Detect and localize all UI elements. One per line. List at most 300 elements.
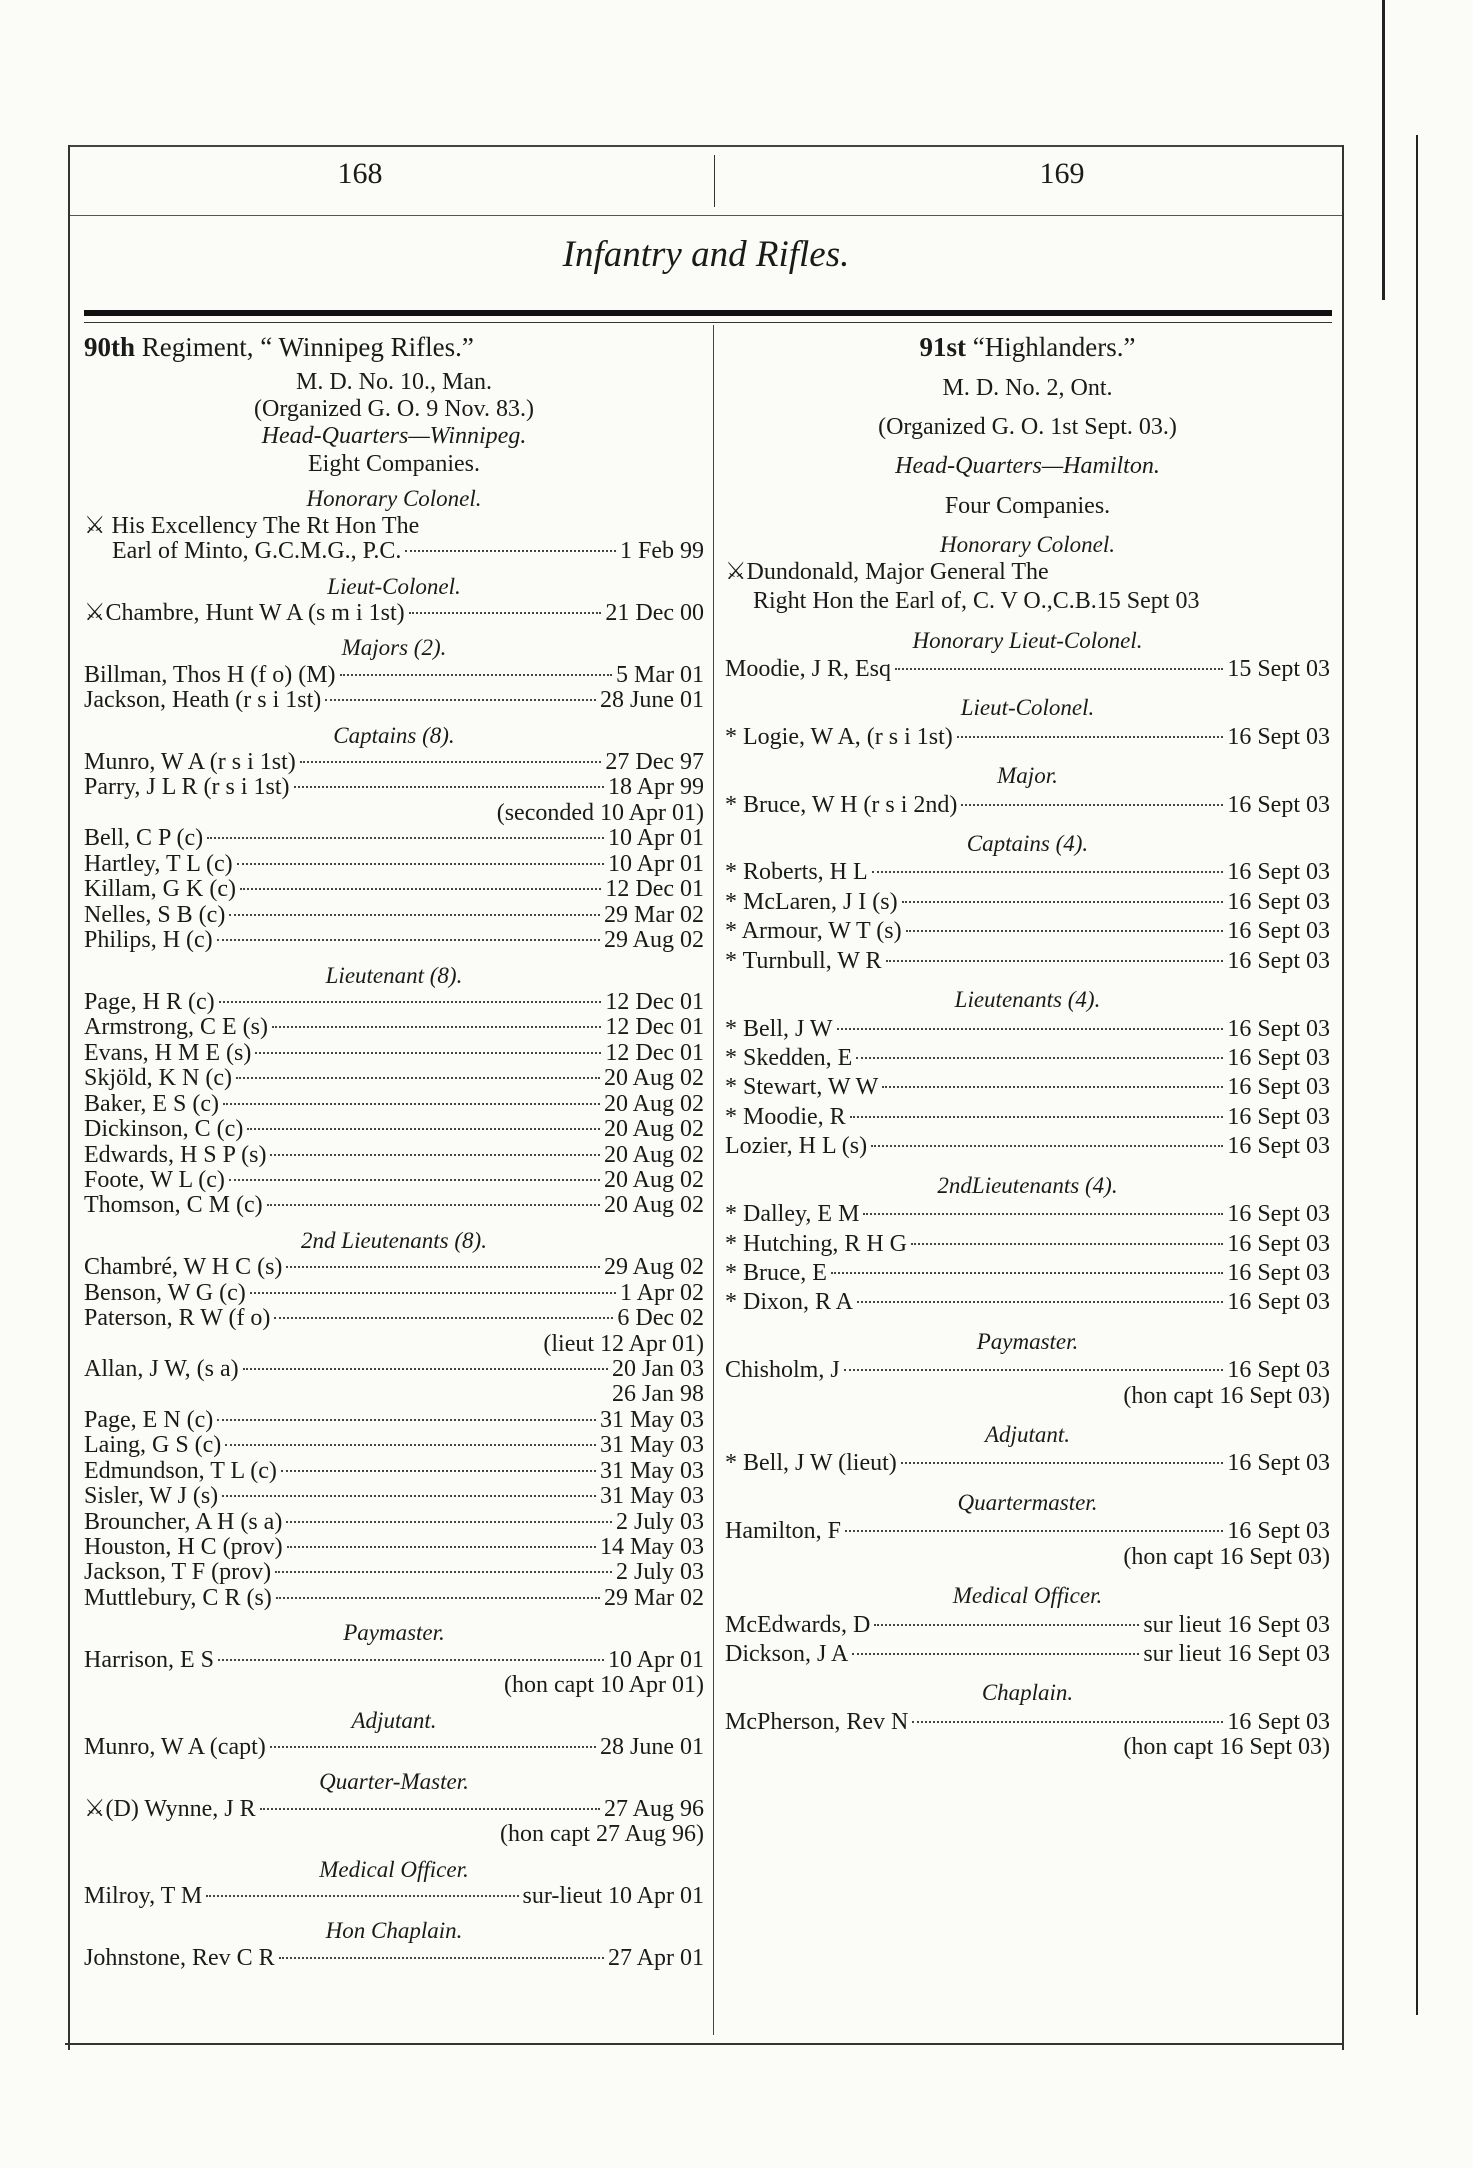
section-captains: Captains (4). bbox=[966, 831, 1089, 857]
paymaster-entry bbox=[84, 1648, 704, 1673]
entry-date: 16 Sept 03 bbox=[1227, 888, 1330, 915]
entry-date: 16 Sept 03 bbox=[1227, 1518, 1330, 1545]
entry-date: 20 Aug 02 bbox=[603, 1192, 704, 1219]
dot-leader bbox=[272, 1026, 601, 1028]
dot-leader bbox=[217, 1419, 596, 1421]
entry-name: * Bruce, E bbox=[725, 1259, 827, 1286]
entry-date: 20 Jan 03 bbox=[612, 1355, 704, 1382]
entry-date: 20 Aug 02 bbox=[603, 1090, 704, 1117]
quartermaster-entry bbox=[84, 1797, 704, 1822]
list-entry bbox=[84, 1433, 704, 1458]
entry-name: * Bruce, W H (r s i 2nd) bbox=[725, 791, 958, 818]
entry-name: Skjöld, K N (c) bbox=[84, 1065, 232, 1092]
entry-name: McEdwards, D bbox=[725, 1611, 871, 1638]
section-paymaster: Paymaster. bbox=[343, 1620, 445, 1646]
entry-date: 16 Sept 03 bbox=[1227, 1074, 1330, 1101]
entry-name: Chambre, Hunt W A (s m i 1st) bbox=[105, 599, 405, 626]
page-frame bbox=[68, 145, 1344, 2050]
entry-date: 12 Dec 01 bbox=[605, 876, 704, 903]
dot-leader bbox=[857, 1301, 1223, 1303]
dot-leader bbox=[236, 1077, 600, 1079]
section-lt-colonel: Lieut-Colonel. bbox=[327, 573, 461, 599]
list-entry bbox=[84, 852, 704, 877]
section-quartermaster: Quartermaster. bbox=[957, 1489, 1098, 1515]
dot-leader bbox=[286, 1266, 600, 1268]
dot-leader bbox=[895, 668, 1223, 670]
entry-date: 16 Sept 03 bbox=[1227, 918, 1330, 945]
entry-date: 6 Dec 02 bbox=[617, 1305, 704, 1332]
entry-name: Foote, W L (c) bbox=[84, 1166, 225, 1193]
list-entry bbox=[84, 1092, 704, 1117]
list-entry bbox=[84, 688, 704, 713]
list-entry bbox=[725, 1134, 1330, 1159]
list-entry bbox=[84, 1510, 704, 1535]
quartermaster-entry bbox=[725, 1519, 1330, 1544]
captains-list bbox=[725, 860, 1330, 974]
organized-note: (Organized G. O. 9 Nov. 83.) bbox=[254, 396, 534, 423]
companies: Four Companies. bbox=[944, 492, 1111, 519]
dot-leader bbox=[837, 1028, 1224, 1030]
list-entry bbox=[725, 1232, 1330, 1257]
dot-leader bbox=[270, 1746, 596, 1748]
entry-name: Laing, G S (c) bbox=[84, 1432, 222, 1459]
list-entry bbox=[84, 750, 704, 775]
dot-leader bbox=[409, 612, 602, 614]
entry-name: * Hutching, R H G bbox=[725, 1230, 907, 1257]
entry-date: sur lieut 16 Sept 03 bbox=[1143, 1640, 1330, 1667]
list-entry bbox=[725, 1613, 1330, 1638]
list-entry bbox=[84, 663, 704, 688]
dot-leader bbox=[856, 1057, 1223, 1059]
entry-date: 16 Sept 03 bbox=[1227, 1450, 1330, 1477]
dot-leader bbox=[218, 1659, 604, 1661]
entry-date: 16 Sept 03 bbox=[1227, 1708, 1330, 1735]
dot-leader bbox=[294, 786, 604, 788]
section-chaplain: Hon Chaplain. bbox=[325, 1918, 463, 1944]
allan-entry bbox=[84, 1357, 704, 1382]
entry-name: * Stewart, W W bbox=[725, 1074, 879, 1101]
dot-leader bbox=[871, 1145, 1223, 1147]
section-adjutant: Adjutant. bbox=[351, 1707, 437, 1733]
entry-name: Billman, Thos H (f o) (M) bbox=[84, 661, 336, 688]
entry-name: Chambré, W H C (s) bbox=[84, 1254, 283, 1281]
list-entry bbox=[725, 1642, 1330, 1667]
paymaster-note: (hon capt 16 Sept 03) bbox=[1123, 1382, 1330, 1409]
entry-date: 27 Apr 01 bbox=[608, 1944, 704, 1971]
entry-date: 31 May 03 bbox=[600, 1432, 704, 1459]
section-lieutenants: Lieutenant (8). bbox=[325, 962, 463, 988]
entry-name: Brouncher, A H (s a) bbox=[84, 1508, 283, 1535]
entry-name: * Moodie, R bbox=[725, 1103, 846, 1130]
chaplain-entry bbox=[725, 1710, 1330, 1735]
second-lts-list bbox=[84, 1255, 704, 1331]
dot-leader bbox=[267, 1204, 600, 1206]
dot-leader bbox=[247, 1128, 600, 1130]
majors-list bbox=[84, 663, 704, 714]
entry-name: * Armour, W T (s) bbox=[725, 918, 902, 945]
entry-name: Sisler, W J (s) bbox=[84, 1483, 219, 1510]
section-quartermaster: Quarter-Master. bbox=[319, 1769, 469, 1795]
dot-leader bbox=[219, 1001, 602, 1003]
section-lt-colonel: Lieut-Colonel. bbox=[960, 695, 1095, 721]
entry-name: Jackson, Heath (r s i 1st) bbox=[84, 687, 322, 714]
header-rule bbox=[70, 215, 1342, 216]
hon-colonel-line1 bbox=[725, 560, 1330, 585]
hon-colonel-text: Dundonald, Major General The bbox=[746, 558, 1049, 585]
entry-date: 10 Apr 01 bbox=[608, 1646, 704, 1673]
entry-date: 29 Aug 02 bbox=[603, 1254, 704, 1281]
dot-leader bbox=[217, 939, 600, 941]
entry-name: Page, H R (c) bbox=[84, 988, 215, 1015]
lieutenants-list bbox=[84, 990, 704, 1219]
list-entry bbox=[84, 1143, 704, 1168]
bottom-rule bbox=[65, 2043, 1342, 2045]
dot-leader bbox=[274, 1317, 613, 1319]
entry-name: Philips, H (c) bbox=[84, 927, 213, 954]
entry-name: * Turnbull, W R bbox=[725, 947, 882, 974]
entry-name: * Bell, J W bbox=[725, 1015, 833, 1042]
swords-icon: ⚔ bbox=[84, 512, 106, 539]
dot-leader bbox=[325, 699, 596, 701]
section-medical: Medical Officer. bbox=[952, 1583, 1103, 1609]
entry-name: Hamilton, F bbox=[725, 1518, 842, 1545]
dot-leader bbox=[852, 1653, 1139, 1655]
chaplain-note: (hon capt 16 Sept 03) bbox=[1123, 1734, 1330, 1761]
thin-rule bbox=[84, 322, 1332, 323]
entry-name: Killam, G K (c) bbox=[84, 876, 236, 903]
entry-name: * Skedden, E bbox=[725, 1044, 853, 1071]
entry-name: Evans, H M E (s) bbox=[84, 1039, 252, 1066]
entry-name: (D) Wynne, J R bbox=[105, 1795, 256, 1822]
entry-date: 14 May 03 bbox=[600, 1534, 704, 1561]
dot-leader bbox=[863, 1213, 1223, 1215]
entry-date: 2 July 03 bbox=[615, 1559, 704, 1586]
dot-leader bbox=[250, 1292, 616, 1294]
entry-date: 16 Sept 03 bbox=[1227, 1133, 1330, 1160]
dot-leader bbox=[279, 1957, 604, 1959]
entry-name: Jackson, T F (prov) bbox=[84, 1559, 272, 1586]
dot-leader bbox=[912, 1721, 1223, 1723]
list-entry bbox=[84, 1560, 704, 1585]
entry-date: 2 July 03 bbox=[615, 1508, 704, 1535]
dot-leader bbox=[831, 1272, 1223, 1274]
binding-edge bbox=[1382, 0, 1385, 300]
adjutant-entry bbox=[725, 1451, 1330, 1476]
dot-leader bbox=[270, 1154, 600, 1156]
dot-leader bbox=[405, 550, 616, 552]
entry-date: 12 Dec 01 bbox=[605, 1039, 704, 1066]
entry-name: Paterson, R W (f o) bbox=[84, 1305, 271, 1332]
hon-colonel-line2 bbox=[725, 589, 1330, 614]
list-entry bbox=[725, 1261, 1330, 1286]
page-number-right: 169 bbox=[1039, 157, 1085, 190]
list-entry bbox=[84, 1015, 704, 1040]
entry-name: Parry, J L R (r s i 1st) bbox=[84, 774, 290, 801]
lt-colonel-entry bbox=[725, 725, 1330, 750]
lieut-note: (lieut 12 Apr 01) bbox=[543, 1330, 704, 1357]
dot-leader bbox=[882, 1086, 1223, 1088]
dot-leader bbox=[237, 863, 604, 865]
entry-name: Munro, W A (capt) bbox=[84, 1733, 266, 1760]
dot-leader bbox=[911, 1243, 1223, 1245]
entry-name: Dickinson, C (c) bbox=[84, 1116, 244, 1143]
dot-leader bbox=[255, 1052, 601, 1054]
entry-name: * Dixon, R A bbox=[725, 1289, 854, 1316]
list-entry bbox=[84, 775, 704, 800]
list-entry bbox=[84, 1459, 704, 1484]
list-entry bbox=[84, 1168, 704, 1193]
entry-date: 16 Sept 03 bbox=[1227, 947, 1330, 974]
dot-leader bbox=[844, 1369, 1224, 1371]
entry-name: Muttlebury, C R (s) bbox=[84, 1584, 272, 1611]
entry-name: Chisholm, J bbox=[725, 1357, 840, 1384]
paymaster-note: (hon capt 10 Apr 01) bbox=[504, 1672, 704, 1699]
list-entry bbox=[725, 1105, 1330, 1130]
list-entry bbox=[84, 1535, 704, 1560]
section-chaplain: Chaplain. bbox=[981, 1680, 1074, 1706]
entry-name: McPherson, Rev N bbox=[725, 1708, 909, 1735]
list-entry bbox=[84, 1041, 704, 1066]
entry-date: 15 Sept 03 bbox=[1227, 655, 1330, 682]
entry-date: sur lieut 16 Sept 03 bbox=[1143, 1611, 1330, 1638]
lt-colonel-entry bbox=[84, 601, 704, 626]
entry-date: 16 Sept 03 bbox=[1227, 1289, 1330, 1316]
entry-date: 16 Sept 03 bbox=[1227, 723, 1330, 750]
column-divider bbox=[713, 325, 714, 2035]
entry-name: Dickson, J A bbox=[725, 1640, 849, 1667]
dot-leader bbox=[906, 930, 1224, 932]
dot-leader bbox=[340, 674, 612, 676]
page-edge-line bbox=[1416, 135, 1418, 2015]
adjutant-entry bbox=[84, 1735, 704, 1760]
list-entry bbox=[84, 1255, 704, 1280]
unit-number: 90th bbox=[84, 332, 136, 362]
entry-name: Benson, W G (c) bbox=[84, 1279, 246, 1306]
entry-date: 31 May 03 bbox=[600, 1483, 704, 1510]
page-heading: Infantry and Rifles. bbox=[562, 234, 850, 275]
dot-leader bbox=[225, 1444, 596, 1446]
dot-leader bbox=[300, 761, 602, 763]
entry-name: Milroy, T M bbox=[84, 1883, 203, 1910]
list-entry bbox=[84, 1586, 704, 1611]
seconded-note: (seconded 10 Apr 01) bbox=[496, 799, 704, 826]
page-number-left: 168 bbox=[337, 157, 383, 190]
entry-name: * McLaren, J I (s) bbox=[725, 888, 898, 915]
list-entry bbox=[84, 877, 704, 902]
entry-name: Earl of Minto, G.C.M.G., P.C. bbox=[112, 538, 402, 565]
entry-date: 20 Aug 02 bbox=[603, 1065, 704, 1092]
list-entry bbox=[725, 1075, 1330, 1100]
list-entry bbox=[725, 890, 1330, 915]
dot-leader bbox=[276, 1597, 600, 1599]
military-district: M. D. No. 10., Man. bbox=[296, 368, 492, 395]
second-lts-list-2 bbox=[84, 1408, 704, 1612]
entry-name: Edmundson, T L (c) bbox=[84, 1457, 277, 1484]
entry-date: 29 Mar 02 bbox=[604, 901, 704, 928]
dot-leader bbox=[901, 1462, 1224, 1464]
swords-icon: ⚔ bbox=[84, 599, 106, 626]
entry-date: 27 Aug 96 bbox=[603, 1795, 704, 1822]
entry-date: 10 Apr 01 bbox=[608, 850, 704, 877]
hon-lt-colonel-entry bbox=[725, 657, 1330, 682]
list-entry bbox=[84, 1117, 704, 1142]
list-entry bbox=[84, 1408, 704, 1433]
section-hon-colonel: Honorary Colonel. bbox=[306, 486, 482, 512]
entry-date: 28 June 01 bbox=[600, 1733, 704, 1760]
entry-date: 16 Sept 03 bbox=[1227, 1015, 1330, 1042]
dot-leader bbox=[222, 1495, 596, 1497]
left-column bbox=[84, 333, 704, 1971]
list-entry bbox=[84, 928, 704, 953]
entry-name: Houston, H C (prov) bbox=[84, 1534, 283, 1561]
swords-icon: ⚔ bbox=[725, 558, 747, 585]
list-entry bbox=[84, 1281, 704, 1306]
dot-leader bbox=[957, 736, 1224, 738]
dot-leader bbox=[275, 1571, 612, 1573]
list-entry bbox=[725, 860, 1330, 885]
entry-name: Lozier, H L (s) bbox=[725, 1133, 868, 1160]
entry-name: * Dalley, E M bbox=[725, 1201, 860, 1228]
entry-date: 31 May 03 bbox=[600, 1406, 704, 1433]
header-divider bbox=[714, 155, 715, 207]
entry-date: 20 Aug 02 bbox=[603, 1116, 704, 1143]
unit-title-91st bbox=[725, 333, 1330, 362]
list-entry bbox=[725, 949, 1330, 974]
list-entry bbox=[725, 919, 1330, 944]
entry-name: Armstrong, C E (s) bbox=[84, 1014, 268, 1041]
dot-leader bbox=[902, 901, 1224, 903]
unit-title-90th bbox=[84, 333, 704, 362]
list-entry bbox=[84, 1484, 704, 1509]
entry-date: 31 May 03 bbox=[600, 1457, 704, 1484]
organized-note: (Organized G. O. 1st Sept. 03.) bbox=[878, 414, 1177, 441]
dot-leader bbox=[207, 837, 604, 839]
entry-name: Hartley, T L (c) bbox=[84, 850, 233, 877]
thick-rule bbox=[84, 310, 1332, 316]
entry-date: 16 Sept 03 bbox=[1227, 859, 1330, 886]
entry-date: 16 Sept 03 bbox=[1227, 791, 1330, 818]
entry-name: Right Hon the Earl of, C. V O.,C.B. bbox=[753, 588, 1097, 615]
list-entry bbox=[84, 1193, 704, 1218]
entry-name: * Roberts, H L bbox=[725, 859, 868, 886]
section-majors: Majors (2). bbox=[341, 635, 447, 661]
section-lieutenants: Lieutenants (4). bbox=[954, 987, 1101, 1013]
entry-name: Munro, W A (r s i 1st) bbox=[84, 749, 296, 776]
dot-leader bbox=[240, 888, 601, 890]
hon-colonel-line2 bbox=[84, 539, 704, 564]
list-entry bbox=[84, 1306, 704, 1331]
entry-date: 20 Aug 02 bbox=[603, 1166, 704, 1193]
dot-leader bbox=[872, 871, 1224, 873]
entry-name: Thomson, C M (c) bbox=[84, 1192, 263, 1219]
entry-date: 16 Sept 03 bbox=[1227, 1044, 1330, 1071]
dot-leader bbox=[874, 1624, 1139, 1626]
entry-date: sur-lieut 10 Apr 01 bbox=[522, 1883, 704, 1910]
lieutenants-list bbox=[725, 1017, 1330, 1160]
entry-name: Johnstone, Rev C R bbox=[84, 1944, 275, 1971]
dot-leader bbox=[286, 1521, 612, 1523]
entry-date: 10 Apr 01 bbox=[608, 825, 704, 852]
chaplain-entry bbox=[84, 1946, 704, 1971]
medical-entry bbox=[84, 1884, 704, 1909]
entry-name: Page, E N (c) bbox=[84, 1406, 214, 1433]
entry-name: * Logie, W A, (r s i 1st) bbox=[725, 723, 953, 750]
list-entry bbox=[725, 1046, 1330, 1071]
entry-name: Moodie, J R, Esq bbox=[725, 655, 892, 682]
entry-date: 29 Mar 02 bbox=[604, 1584, 704, 1611]
dot-leader bbox=[961, 804, 1223, 806]
list-entry bbox=[84, 826, 704, 851]
entry-date: 16 Sept 03 bbox=[1227, 1103, 1330, 1130]
companies: Eight Companies. bbox=[308, 450, 480, 477]
headquarters: Head-Quarters—Winnipeg. bbox=[261, 423, 527, 450]
dot-leader bbox=[229, 1179, 600, 1181]
list-entry bbox=[84, 990, 704, 1015]
entry-date: 16 Sept 03 bbox=[1227, 1201, 1330, 1228]
captains-list bbox=[84, 750, 704, 801]
hon-colonel-text: His Excellency The Rt Hon The bbox=[111, 512, 420, 539]
dot-leader bbox=[287, 1546, 596, 1548]
entry-date: 20 Aug 02 bbox=[603, 1141, 704, 1168]
section-captains: Captains (8). bbox=[333, 722, 455, 748]
section-adjutant: Adjutant. bbox=[985, 1422, 1070, 1448]
entry-date: 15 Sept 03 bbox=[1096, 588, 1200, 615]
entry-date: 16 Sept 03 bbox=[1227, 1259, 1330, 1286]
headquarters: Head-Quarters—Hamilton. bbox=[895, 453, 1160, 480]
entry-date: 16 Sept 03 bbox=[1227, 1230, 1330, 1257]
entry-name: Harrison, E S bbox=[84, 1646, 214, 1673]
section-hon-lt-colonel: Honorary Lieut-Colonel. bbox=[912, 627, 1143, 653]
unit-name: “Highlanders.” bbox=[972, 332, 1136, 362]
list-entry bbox=[725, 1017, 1330, 1042]
dot-leader bbox=[281, 1470, 596, 1472]
top-rule bbox=[70, 145, 1342, 147]
second-lts-list bbox=[725, 1202, 1330, 1316]
entry-date: 28 June 01 bbox=[600, 687, 704, 714]
entry-date: 5 Mar 01 bbox=[616, 661, 704, 688]
right-column bbox=[725, 333, 1330, 1761]
section-hon-colonel: Honorary Colonel. bbox=[939, 532, 1116, 558]
entry-date: 18 Apr 99 bbox=[608, 774, 704, 801]
section-major: Major. bbox=[997, 763, 1058, 789]
entry-date: 16 Sept 03 bbox=[1227, 1357, 1330, 1384]
dot-leader bbox=[206, 1895, 518, 1897]
section-2nd-lieutenants: 2nd Lieutenants (8). bbox=[301, 1227, 487, 1253]
entry-date: 29 Aug 02 bbox=[603, 927, 704, 954]
list-entry bbox=[84, 1066, 704, 1091]
dot-leader bbox=[845, 1530, 1223, 1532]
hon-colonel-line1 bbox=[84, 514, 704, 539]
list-entry bbox=[84, 903, 704, 928]
unit-number: 91st bbox=[919, 332, 967, 362]
entry-date: 12 Dec 01 bbox=[605, 988, 704, 1015]
dot-leader bbox=[229, 914, 600, 916]
medical-list bbox=[725, 1613, 1330, 1668]
entry-name: Nelles, S B (c) bbox=[84, 901, 226, 928]
entry-date: 27 Dec 97 bbox=[605, 749, 704, 776]
entry-date: 12 Dec 01 bbox=[605, 1014, 704, 1041]
swords-icon: ⚔ bbox=[84, 1795, 106, 1822]
section-2nd-lieutenants: 2ndLieutenants (4). bbox=[937, 1172, 1118, 1198]
list-entry bbox=[725, 1290, 1330, 1315]
entry-date: 1 Apr 02 bbox=[620, 1279, 704, 1306]
dot-leader bbox=[223, 1103, 600, 1105]
entry-date: 21 Dec 00 bbox=[605, 599, 704, 626]
section-paymaster: Paymaster. bbox=[976, 1328, 1079, 1354]
entry-name: Allan, J W, (s a) bbox=[84, 1355, 239, 1382]
entry-name: Bell, C P (c) bbox=[84, 825, 204, 852]
dot-leader bbox=[260, 1808, 600, 1810]
